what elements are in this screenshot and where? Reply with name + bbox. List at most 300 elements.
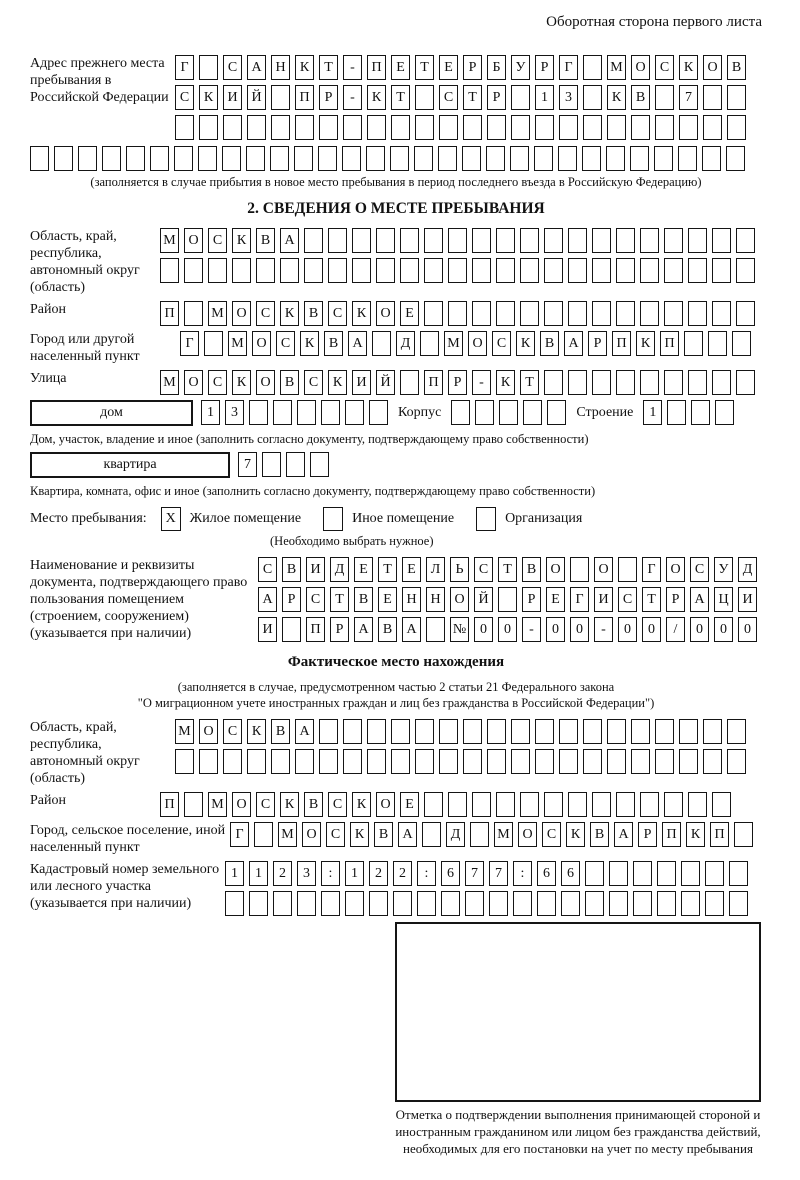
char-cell: Д — [330, 557, 349, 582]
char-cell — [30, 146, 49, 171]
char-cell: К — [295, 55, 314, 80]
char-cell — [249, 891, 268, 916]
char-cell: О — [518, 822, 537, 847]
char-cell — [705, 891, 724, 916]
char-cell — [204, 331, 223, 356]
char-cell — [609, 891, 628, 916]
char-cell — [328, 228, 347, 253]
char-cell — [470, 822, 489, 847]
char-cell: Г — [642, 557, 661, 582]
char-cell — [688, 370, 707, 395]
char-cell: С — [223, 55, 242, 80]
char-cell — [703, 749, 722, 774]
char-cell: Т — [378, 557, 397, 582]
char-cell: В — [271, 719, 290, 744]
char-cell: А — [398, 822, 417, 847]
char-cell — [463, 115, 482, 140]
char-cell: А — [295, 719, 314, 744]
char-cell: С — [326, 822, 345, 847]
option-organizaciya-label: Организация — [505, 511, 583, 526]
char-cell — [727, 719, 746, 744]
char-cell — [448, 228, 467, 253]
char-cell — [544, 258, 563, 283]
char-cell: В — [631, 85, 650, 110]
kvartira-block — [30, 452, 762, 478]
char-cell — [616, 258, 635, 283]
char-cell — [424, 258, 443, 283]
char-cell: С — [256, 301, 275, 326]
char-cell: К — [367, 85, 386, 110]
char-cell — [583, 749, 602, 774]
kvartira-caption: Квартира, комната, офис и иное (заполнить согласно документу, подтверждающему право собственности) — [30, 484, 596, 498]
prev-address-row-3 — [175, 115, 746, 140]
char-cell — [448, 301, 467, 326]
char-cell — [736, 228, 755, 253]
char-cell — [703, 115, 722, 140]
char-cell — [417, 891, 436, 916]
char-cell: М — [160, 370, 179, 395]
char-cell: У — [714, 557, 733, 582]
char-cell — [247, 115, 266, 140]
char-cell — [487, 749, 506, 774]
char-cell — [199, 55, 218, 80]
char-cell — [558, 146, 577, 171]
char-cell: К — [350, 822, 369, 847]
char-cell: О — [468, 331, 487, 356]
char-cell: К — [352, 301, 371, 326]
fact-location-title: Фактическое место нахождения — [287, 654, 505, 670]
char-cell — [544, 792, 563, 817]
char-cell — [727, 85, 746, 110]
prev-address-row-2 — [175, 85, 746, 110]
char-cell — [369, 891, 388, 916]
char-cell — [568, 370, 587, 395]
char-cell — [535, 719, 554, 744]
raion-label: Район — [30, 302, 66, 317]
char-cell: - — [343, 55, 362, 80]
char-cell: М — [175, 719, 194, 744]
char-cell — [160, 258, 179, 283]
char-cell: Н — [402, 587, 421, 612]
char-cell — [262, 452, 281, 477]
char-cell — [465, 891, 484, 916]
char-cell: О — [666, 557, 685, 582]
char-cell: 1 — [535, 85, 554, 110]
dom-block — [30, 400, 762, 426]
char-cell — [369, 400, 388, 425]
char-cell: С — [276, 331, 295, 356]
char-cell: Р — [522, 587, 541, 612]
char-cell — [681, 861, 700, 886]
document-row-3 — [258, 617, 757, 642]
char-cell: Е — [402, 557, 421, 582]
char-cell: Т — [391, 85, 410, 110]
char-cell: М — [208, 792, 227, 817]
char-cell — [391, 749, 410, 774]
char-cell — [568, 258, 587, 283]
char-cell — [232, 258, 251, 283]
char-cell — [199, 749, 218, 774]
prev-address-label: Адрес прежнего места пребывания в Российской Федерации — [30, 56, 169, 105]
char-cell: - — [343, 85, 362, 110]
char-cell — [126, 146, 145, 171]
char-cell — [520, 301, 539, 326]
char-cell — [424, 228, 443, 253]
char-cell — [535, 115, 554, 140]
char-cell — [544, 370, 563, 395]
char-cell: : — [513, 861, 532, 886]
char-cell: Д — [738, 557, 757, 582]
char-cell — [618, 557, 637, 582]
char-cell: К — [199, 85, 218, 110]
char-cell — [184, 792, 203, 817]
dom-caption: Дом, участок, владение и иное (заполнить согласно документу, подтверждающему право собственности) — [30, 432, 589, 446]
char-cell: 7 — [238, 452, 257, 477]
char-cell — [273, 400, 292, 425]
char-cell — [496, 228, 515, 253]
char-cell — [439, 115, 458, 140]
fact-oblast-block — [30, 719, 762, 787]
char-cell: П — [160, 792, 179, 817]
char-cell: Т — [319, 55, 338, 80]
char-cell: О — [184, 228, 203, 253]
char-cell: В — [378, 617, 397, 642]
char-cell: П — [306, 617, 325, 642]
gorod-label: Город или другой населенный пункт — [30, 332, 140, 364]
char-cell — [664, 258, 683, 283]
char-cell: В — [540, 331, 559, 356]
char-cell: М — [208, 301, 227, 326]
char-cell: И — [738, 587, 757, 612]
char-cell — [415, 749, 434, 774]
korpus-cells — [451, 400, 566, 425]
char-cell — [679, 749, 698, 774]
char-cell: М — [444, 331, 463, 356]
char-cell — [295, 115, 314, 140]
char-cell: 3 — [559, 85, 578, 110]
char-cell: С — [256, 792, 275, 817]
char-cell — [286, 452, 305, 477]
char-cell: И — [594, 587, 613, 612]
char-cell — [535, 749, 554, 774]
char-cell — [592, 792, 611, 817]
char-cell — [559, 719, 578, 744]
char-cell: О — [631, 55, 650, 80]
checkbox-zhiloe: X — [161, 507, 181, 531]
char-cell — [583, 55, 602, 80]
section-2-title: 2. СВЕДЕНИЯ О МЕСТЕ ПРЕБЫВАНИЯ — [247, 200, 545, 217]
char-cell: Г — [180, 331, 199, 356]
char-cell: 2 — [273, 861, 292, 886]
char-cell — [511, 749, 530, 774]
char-cell — [655, 749, 674, 774]
char-cell — [583, 719, 602, 744]
char-cell: : — [321, 861, 340, 886]
char-cell: К — [280, 792, 299, 817]
dom-cells — [201, 400, 388, 425]
char-cell: Р — [487, 85, 506, 110]
char-cell: Й — [247, 85, 266, 110]
char-cell: Р — [666, 587, 685, 612]
fact-gorod-row — [230, 822, 753, 847]
char-cell — [712, 228, 731, 253]
char-cell — [254, 822, 273, 847]
char-cell: А — [280, 228, 299, 253]
char-cell — [606, 146, 625, 171]
char-cell — [345, 891, 364, 916]
char-cell: 6 — [561, 861, 580, 886]
stay-place-label: Место пребывания: — [30, 511, 147, 526]
char-cell: В — [727, 55, 746, 80]
char-cell: П — [367, 55, 386, 80]
char-cell — [496, 301, 515, 326]
char-cell: 0 — [570, 617, 589, 642]
char-cell — [655, 85, 674, 110]
char-cell: 0 — [738, 617, 757, 642]
char-cell — [422, 822, 441, 847]
char-cell — [424, 301, 443, 326]
char-cell: Т — [415, 55, 434, 80]
char-cell — [294, 146, 313, 171]
char-cell — [679, 115, 698, 140]
char-cell — [415, 85, 434, 110]
char-cell: Р — [330, 617, 349, 642]
char-cell — [297, 400, 316, 425]
char-cell — [319, 719, 338, 744]
char-cell — [547, 400, 566, 425]
char-cell: Е — [400, 301, 419, 326]
char-cell: К — [607, 85, 626, 110]
char-cell: 7 — [489, 861, 508, 886]
char-cell — [282, 617, 301, 642]
char-cell: Р — [535, 55, 554, 80]
char-cell — [424, 792, 443, 817]
char-cell: С — [492, 331, 511, 356]
char-cell — [583, 115, 602, 140]
checkbox-inoe — [323, 507, 343, 531]
char-cell — [343, 115, 362, 140]
char-cell: 1 — [201, 400, 220, 425]
fact-gorod-label: Город, сельское поселение, иной населенный пункт — [30, 823, 226, 855]
char-cell: О — [376, 301, 395, 326]
char-cell: А — [348, 331, 367, 356]
char-cell — [499, 400, 518, 425]
char-cell: С — [223, 719, 242, 744]
char-cell — [150, 146, 169, 171]
char-cell — [319, 115, 338, 140]
char-cell: Т — [642, 587, 661, 612]
char-cell: 3 — [225, 400, 244, 425]
char-cell — [225, 891, 244, 916]
char-cell — [304, 228, 323, 253]
char-cell — [441, 891, 460, 916]
char-cell: В — [282, 557, 301, 582]
char-cell — [523, 400, 542, 425]
fact-raion-row — [160, 792, 731, 817]
char-cell — [655, 719, 674, 744]
char-cell — [472, 258, 491, 283]
char-cell: С — [208, 228, 227, 253]
char-cell — [607, 719, 626, 744]
char-cell: А — [564, 331, 583, 356]
char-cell: В — [590, 822, 609, 847]
char-cell: П — [660, 331, 679, 356]
char-cell — [367, 115, 386, 140]
char-cell: П — [295, 85, 314, 110]
char-cell — [372, 331, 391, 356]
stay-place-note: (Необходимо выбрать нужное) — [270, 534, 434, 548]
char-cell — [376, 258, 395, 283]
char-cell: Л — [426, 557, 445, 582]
char-cell — [631, 115, 650, 140]
char-cell — [640, 228, 659, 253]
char-cell: Е — [378, 587, 397, 612]
fact-location-caption-1: (заполняется в случае, предусмотренном частью 2 статьи 21 Федерального закона — [177, 680, 615, 694]
char-cell: В — [304, 792, 323, 817]
char-cell — [520, 228, 539, 253]
char-cell — [472, 792, 491, 817]
char-cell: Р — [319, 85, 338, 110]
stroenie-label: Строение — [576, 405, 634, 420]
char-cell: 0 — [474, 617, 493, 642]
char-cell — [448, 258, 467, 283]
char-cell — [472, 301, 491, 326]
char-cell: А — [402, 617, 421, 642]
char-cell: П — [662, 822, 681, 847]
char-cell: Д — [396, 331, 415, 356]
kvartira-box: квартира — [30, 452, 230, 478]
char-cell: О — [232, 792, 251, 817]
fact-raion-block — [30, 792, 762, 817]
kadastr-row-1 — [225, 861, 748, 886]
char-cell — [249, 400, 268, 425]
char-cell: О — [184, 370, 203, 395]
char-cell — [198, 146, 217, 171]
char-cell — [729, 861, 748, 886]
char-cell — [321, 400, 340, 425]
char-cell: Г — [230, 822, 249, 847]
char-cell: Й — [376, 370, 395, 395]
char-cell — [475, 400, 494, 425]
oblast-label: Область, край, республика, автономный округ (область) — [30, 229, 140, 295]
char-cell — [732, 331, 751, 356]
char-cell: К — [232, 228, 251, 253]
char-cell — [400, 258, 419, 283]
char-cell — [607, 115, 626, 140]
char-cell — [463, 749, 482, 774]
char-cell: Ь — [450, 557, 469, 582]
char-cell — [726, 146, 745, 171]
char-cell: 0 — [642, 617, 661, 642]
char-cell: 1 — [249, 861, 268, 886]
char-cell — [391, 115, 410, 140]
char-cell: С — [208, 370, 227, 395]
char-cell: С — [690, 557, 709, 582]
oblast-row-1 — [160, 228, 755, 253]
char-cell: У — [511, 55, 530, 80]
char-cell — [390, 146, 409, 171]
char-cell: А — [690, 587, 709, 612]
char-cell: К — [280, 301, 299, 326]
char-cell — [734, 822, 753, 847]
char-cell — [175, 749, 194, 774]
char-cell: № — [450, 617, 469, 642]
char-cell: О — [703, 55, 722, 80]
char-cell: К — [300, 331, 319, 356]
char-cell — [304, 258, 323, 283]
char-cell: К — [328, 370, 347, 395]
char-cell — [679, 719, 698, 744]
char-cell: О — [232, 301, 251, 326]
char-cell — [78, 146, 97, 171]
char-cell — [655, 115, 674, 140]
char-cell — [729, 891, 748, 916]
char-cell — [727, 115, 746, 140]
char-cell — [414, 146, 433, 171]
char-cell: О — [302, 822, 321, 847]
char-cell: М — [278, 822, 297, 847]
char-cell: К — [679, 55, 698, 80]
char-cell — [280, 258, 299, 283]
char-cell: Т — [498, 557, 517, 582]
char-cell — [640, 301, 659, 326]
char-cell — [511, 115, 530, 140]
char-cell: Е — [354, 557, 373, 582]
char-cell — [561, 891, 580, 916]
char-cell — [654, 146, 673, 171]
gorod-row — [180, 331, 751, 356]
char-cell — [489, 891, 508, 916]
char-cell — [415, 719, 434, 744]
char-cell: О — [594, 557, 613, 582]
char-cell — [498, 587, 517, 612]
char-cell: 7 — [679, 85, 698, 110]
char-cell: 3 — [297, 861, 316, 886]
char-cell: К — [232, 370, 251, 395]
char-cell: С — [542, 822, 561, 847]
char-cell — [487, 115, 506, 140]
char-cell — [426, 617, 445, 642]
char-cell: 6 — [441, 861, 460, 886]
char-cell: 0 — [690, 617, 709, 642]
char-cell: Е — [400, 792, 419, 817]
char-cell — [534, 146, 553, 171]
char-cell — [559, 115, 578, 140]
char-cell — [247, 749, 266, 774]
char-cell — [736, 370, 755, 395]
char-cell — [640, 370, 659, 395]
char-cell — [343, 719, 362, 744]
fact-raion-label: Район — [30, 793, 66, 808]
char-cell: Б — [487, 55, 506, 80]
char-cell — [616, 792, 635, 817]
char-cell — [208, 258, 227, 283]
char-cell — [664, 228, 683, 253]
char-cell — [592, 258, 611, 283]
char-cell — [640, 258, 659, 283]
prev-address-block — [30, 55, 762, 140]
char-cell — [568, 228, 587, 253]
char-cell: 7 — [465, 861, 484, 886]
char-cell: Ц — [714, 587, 733, 612]
char-cell — [462, 146, 481, 171]
char-cell: О — [376, 792, 395, 817]
char-cell: П — [160, 301, 179, 326]
char-cell — [688, 228, 707, 253]
char-cell: К — [352, 792, 371, 817]
char-cell — [568, 301, 587, 326]
char-cell: А — [258, 587, 277, 612]
